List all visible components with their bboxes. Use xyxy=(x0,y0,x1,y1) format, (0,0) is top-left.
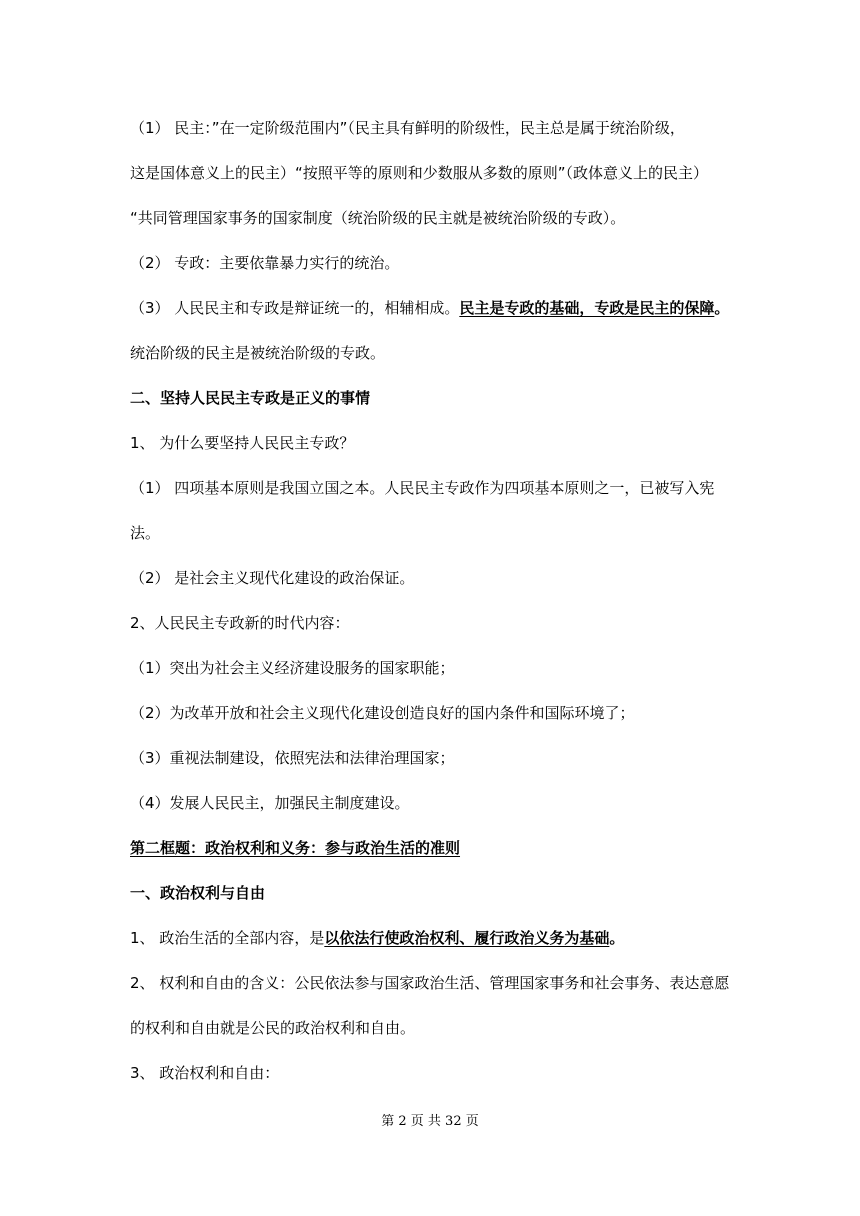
text-line: 法。 xyxy=(130,524,161,542)
text-line: 这是国体意义上的民主）“按照平等的原则和少数服从多数的原则”（政体意义上的民主） xyxy=(130,164,709,182)
section-heading: 二、坚持人民民主专政是正义的事情 xyxy=(130,389,371,407)
text-segment: 。 xyxy=(714,299,730,317)
text-line: 统治阶级的民主是被统治阶级的专政。 xyxy=(130,344,386,362)
text-line: （1） 四项基本原则是我国立国之本。人民民主专政作为四项基本原则之一，已被写入宪 xyxy=(130,479,715,497)
list-item: （1）突出为社会主义经济建设服务的国家职能； xyxy=(130,659,455,677)
chapter-heading: 第二框题：政治权利和义务：参与政治生活的准则 xyxy=(130,839,461,857)
page-footer xyxy=(0,1113,860,1131)
text-line: 1、 为什么要坚持人民民主专政？ xyxy=(130,434,355,452)
text-line: 2、 权利和自由的含义：公民依法参与国家政治生活、管理国家事务和社会事务、表达意愿 xyxy=(130,974,730,992)
text-line: （2） 是社会主义现代化建设的政治保证。 xyxy=(130,569,415,587)
emphasis-text: 以依法行使政治权利、履行政治义务为基础 xyxy=(324,929,610,947)
page-number: 第 2 页 共 32 页 xyxy=(381,1114,479,1129)
text-line: “共同管理国家事务的国家制度（统治阶级的民主就是被统治阶级的专政）。 xyxy=(130,209,626,227)
text-line: （2） 专政：主要依靠暴力实行的统治。 xyxy=(130,254,400,272)
text-line xyxy=(130,297,730,319)
text-line: 3、 政治权利和自由： xyxy=(130,1064,280,1082)
text-line: 的权利和自由就是公民的政治权利和自由。 xyxy=(130,1019,416,1037)
text-line: （1） 民主：”在一定阶级范围内”（民主具有鲜明的阶级性，民主总是属于统治阶级， xyxy=(130,119,685,137)
section-heading: 一、政治权利与自由 xyxy=(130,884,266,902)
text-segment: （3） 人民民主和专政是辩证统一的，相辅相成。 xyxy=(130,299,460,317)
text-segment: 。 xyxy=(609,929,625,947)
list-item: （2）为改革开放和社会主义现代化建设创造良好的国内条件和国际环境了； xyxy=(130,704,635,722)
list-item: （3）重视法制建设，依照宪法和法律治理国家； xyxy=(130,749,455,767)
text-segment: 1、 政治生活的全部内容，是 xyxy=(130,929,325,947)
text-line xyxy=(130,927,730,949)
list-item: （4）发展人民民主，加强民主制度建设。 xyxy=(130,794,410,812)
emphasis-text: 民主是专政的基础，专政是民主的保障 xyxy=(459,299,715,317)
text-line: 2、人民民主专政新的时代内容： xyxy=(130,614,350,632)
